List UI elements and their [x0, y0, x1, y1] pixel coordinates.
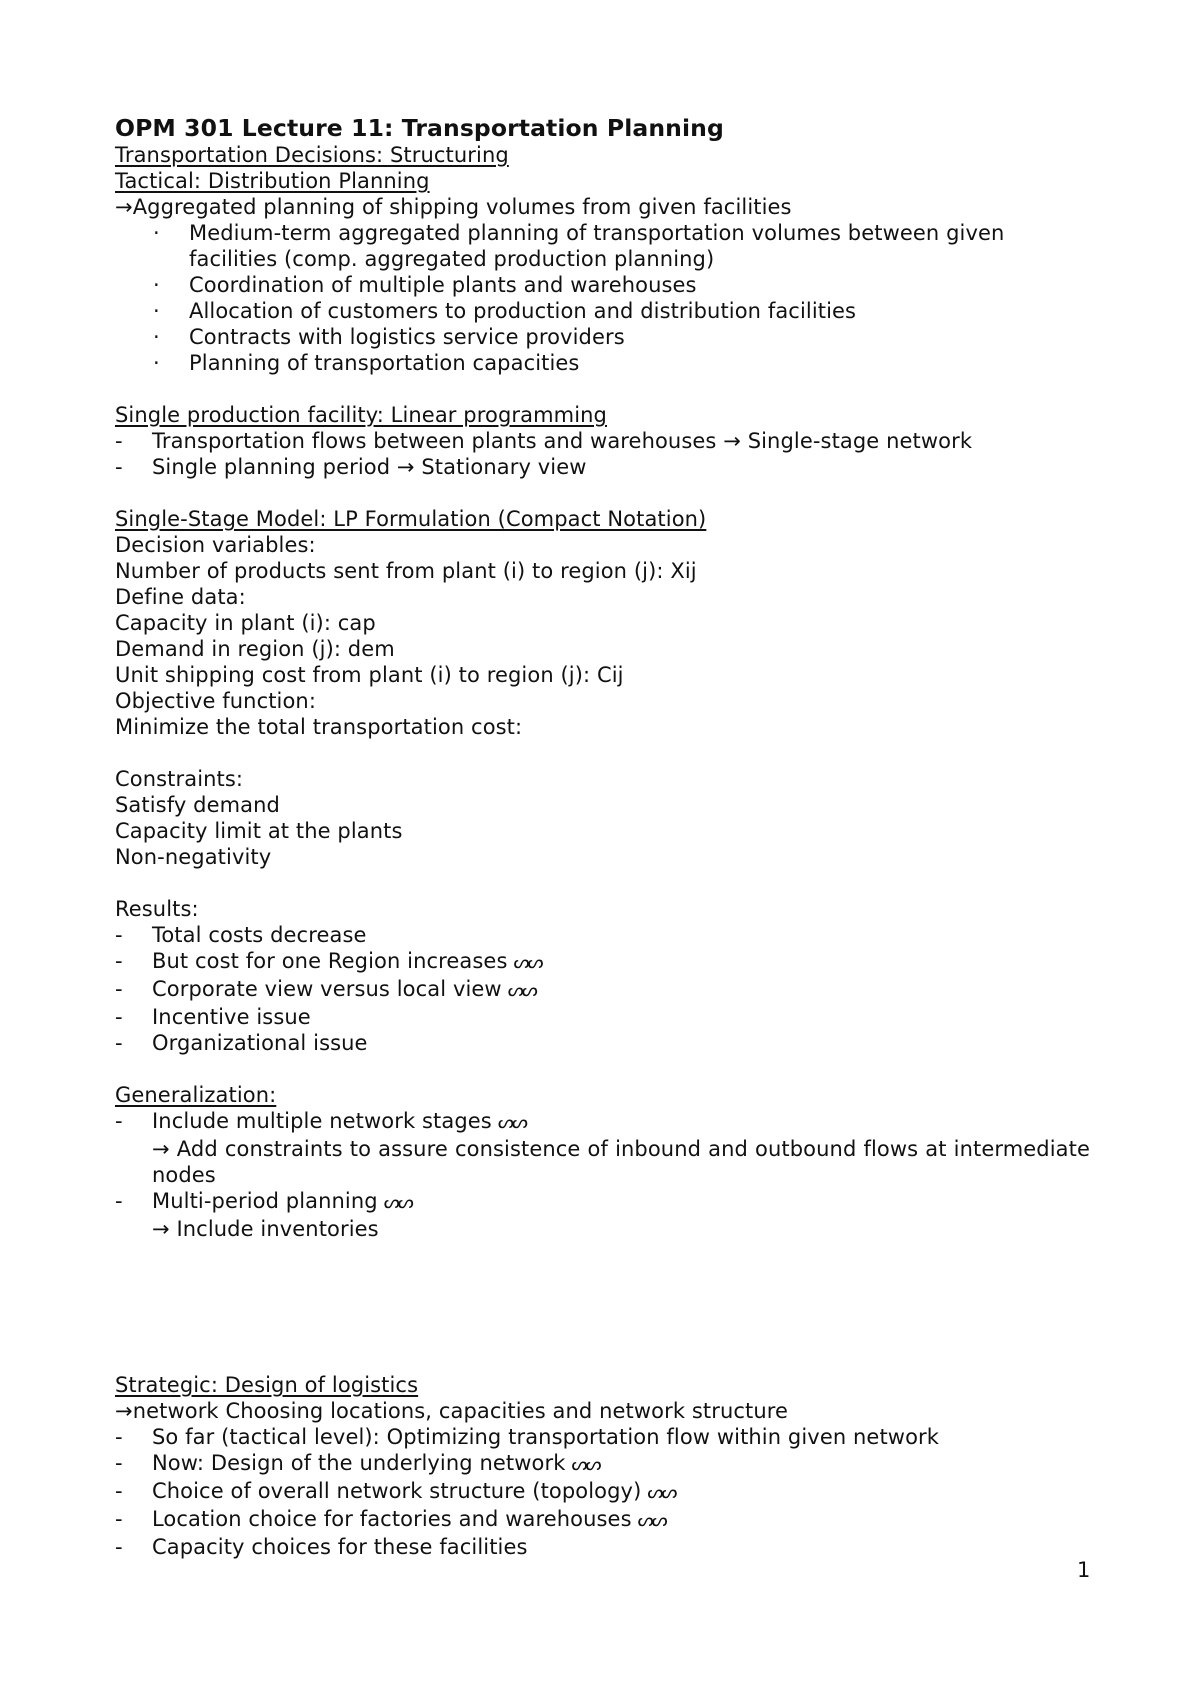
bullet-icon: ·: [153, 299, 160, 323]
arrow-icon: →: [115, 1399, 133, 1423]
list-item: - Total costs decrease: [115, 923, 367, 947]
missing-symbol-icon: ᔕᔕ: [647, 1482, 676, 1503]
list-item: - So far (tactical level): Optimizing transportation flow within given network: [115, 1425, 940, 1449]
page-number: 1: [1077, 1558, 1091, 1582]
dash-icon: -: [115, 1507, 123, 1531]
list-item: - Capacity choices for these facilities: [115, 1535, 528, 1559]
heading-strategic: Strategic: Design of logistics: [115, 1373, 419, 1397]
list-item: - Include multiple network stages ᔕᔕ: [115, 1109, 526, 1133]
spacer: [115, 376, 1090, 402]
constraints-line: Satisfy demand: [115, 793, 280, 817]
list-item: · Coordination of multiple plants and warehouses: [153, 273, 697, 297]
sub-item: → Add constraints to assure consistence of inbound and outbound flows at intermediate nodes: [152, 1137, 1090, 1187]
spacer: [115, 740, 1090, 766]
strategic-summary: →network Choosing locations, capacities and network structure: [115, 1399, 789, 1423]
list-item: - Incentive issue: [115, 1005, 311, 1029]
document-title: OPM 301 Lecture 11: Transportation Planning: [115, 114, 724, 142]
list-item: - Organizational issue: [115, 1031, 368, 1055]
list-item: - Multi-period planning ᔕᔕ: [115, 1189, 412, 1213]
dash-icon: -: [115, 1109, 123, 1133]
model-line: Decision variables:: [115, 533, 316, 557]
spacer: [115, 870, 1090, 896]
dash-icon: -: [115, 1451, 123, 1475]
bullet-icon: ·: [153, 351, 160, 375]
dash-icon: -: [115, 1005, 123, 1029]
heading-transportation-decisions: Transportation Decisions: Structuring: [115, 143, 509, 167]
missing-symbol-icon: ᔕᔕ: [383, 1192, 412, 1213]
model-line: Unit shipping cost from plant (i) to region (j): Cij: [115, 663, 624, 687]
constraints-line: Capacity limit at the plants: [115, 819, 403, 843]
list-item: · Planning of transportation capacities: [153, 351, 580, 375]
missing-symbol-icon: ᔕᔕ: [571, 1454, 600, 1475]
tactical-summary: →Aggregated planning of shipping volumes from given facilities: [115, 195, 792, 219]
heading-tactical: Tactical: Distribution Planning: [115, 169, 430, 193]
results-label: Results:: [115, 897, 199, 921]
constraints-line: Non-negativity: [115, 845, 272, 869]
dash-icon: -: [115, 949, 123, 973]
bullet-icon: ·: [153, 325, 160, 349]
model-line: Capacity in plant (i): cap: [115, 611, 376, 635]
heading-single-production: Single production facility: Linear programming: [115, 403, 607, 427]
arrow-icon: →: [115, 195, 133, 219]
list-item: · Allocation of customers to production and distribution facilities: [153, 299, 857, 323]
list-item: - Single planning period → Stationary view: [115, 455, 587, 479]
dash-icon: -: [115, 923, 123, 947]
missing-symbol-icon: ᔕᔕ: [513, 952, 542, 973]
dash-icon: -: [115, 1189, 123, 1213]
spacer: [115, 1242, 1090, 1372]
model-line: Demand in region (j): dem: [115, 637, 395, 661]
model-line: Objective function:: [115, 689, 317, 713]
spacer: [115, 1056, 1090, 1082]
list-item: - Location choice for factories and warehouses ᔕᔕ: [115, 1507, 666, 1531]
model-line: Number of products sent from plant (i) to region (j): Xij: [115, 559, 697, 583]
dash-icon: -: [115, 1031, 123, 1055]
tactical-bullet-list: [115, 220, 1090, 376]
list-item: - Corporate view versus local view ᔕᔕ: [115, 977, 536, 1001]
list-item: · Medium-term aggregated planning of transportation volumes between given facilities (comp. aggregated production planning): [153, 221, 1005, 271]
missing-symbol-icon: ᔕᔕ: [637, 1510, 666, 1531]
bullet-icon: ·: [153, 273, 160, 297]
model-line: Minimize the total transportation cost:: [115, 715, 523, 739]
spacer: [115, 480, 1090, 506]
list-item: - But cost for one Region increases ᔕᔕ: [115, 949, 542, 973]
dash-icon: -: [115, 977, 123, 1001]
sub-item: → Include inventories: [152, 1217, 379, 1241]
dash-icon: -: [115, 429, 123, 453]
list-item: - Now: Design of the underlying network ᔕᔕ: [115, 1451, 600, 1475]
constraints-line: Constraints:: [115, 767, 244, 791]
missing-symbol-icon: ᔕᔕ: [497, 1112, 526, 1133]
heading-single-stage-model: Single-Stage Model: LP Formulation (Compact Notation): [115, 507, 707, 531]
list-item: - Transportation flows between plants and warehouses → Single-stage network: [115, 429, 973, 453]
dash-icon: -: [115, 1479, 123, 1503]
page-content: [115, 114, 1090, 1560]
dash-icon: -: [115, 1425, 123, 1449]
missing-symbol-icon: ᔕᔕ: [507, 980, 536, 1001]
dash-icon: -: [115, 1535, 123, 1559]
model-line: Define data:: [115, 585, 246, 609]
bullet-icon: ·: [153, 221, 160, 245]
heading-generalization: Generalization:: [115, 1083, 277, 1107]
list-item: - Choice of overall network structure (topology) ᔕᔕ: [115, 1479, 676, 1503]
dash-icon: -: [115, 455, 123, 479]
list-item: · Contracts with logistics service providers: [153, 325, 625, 349]
